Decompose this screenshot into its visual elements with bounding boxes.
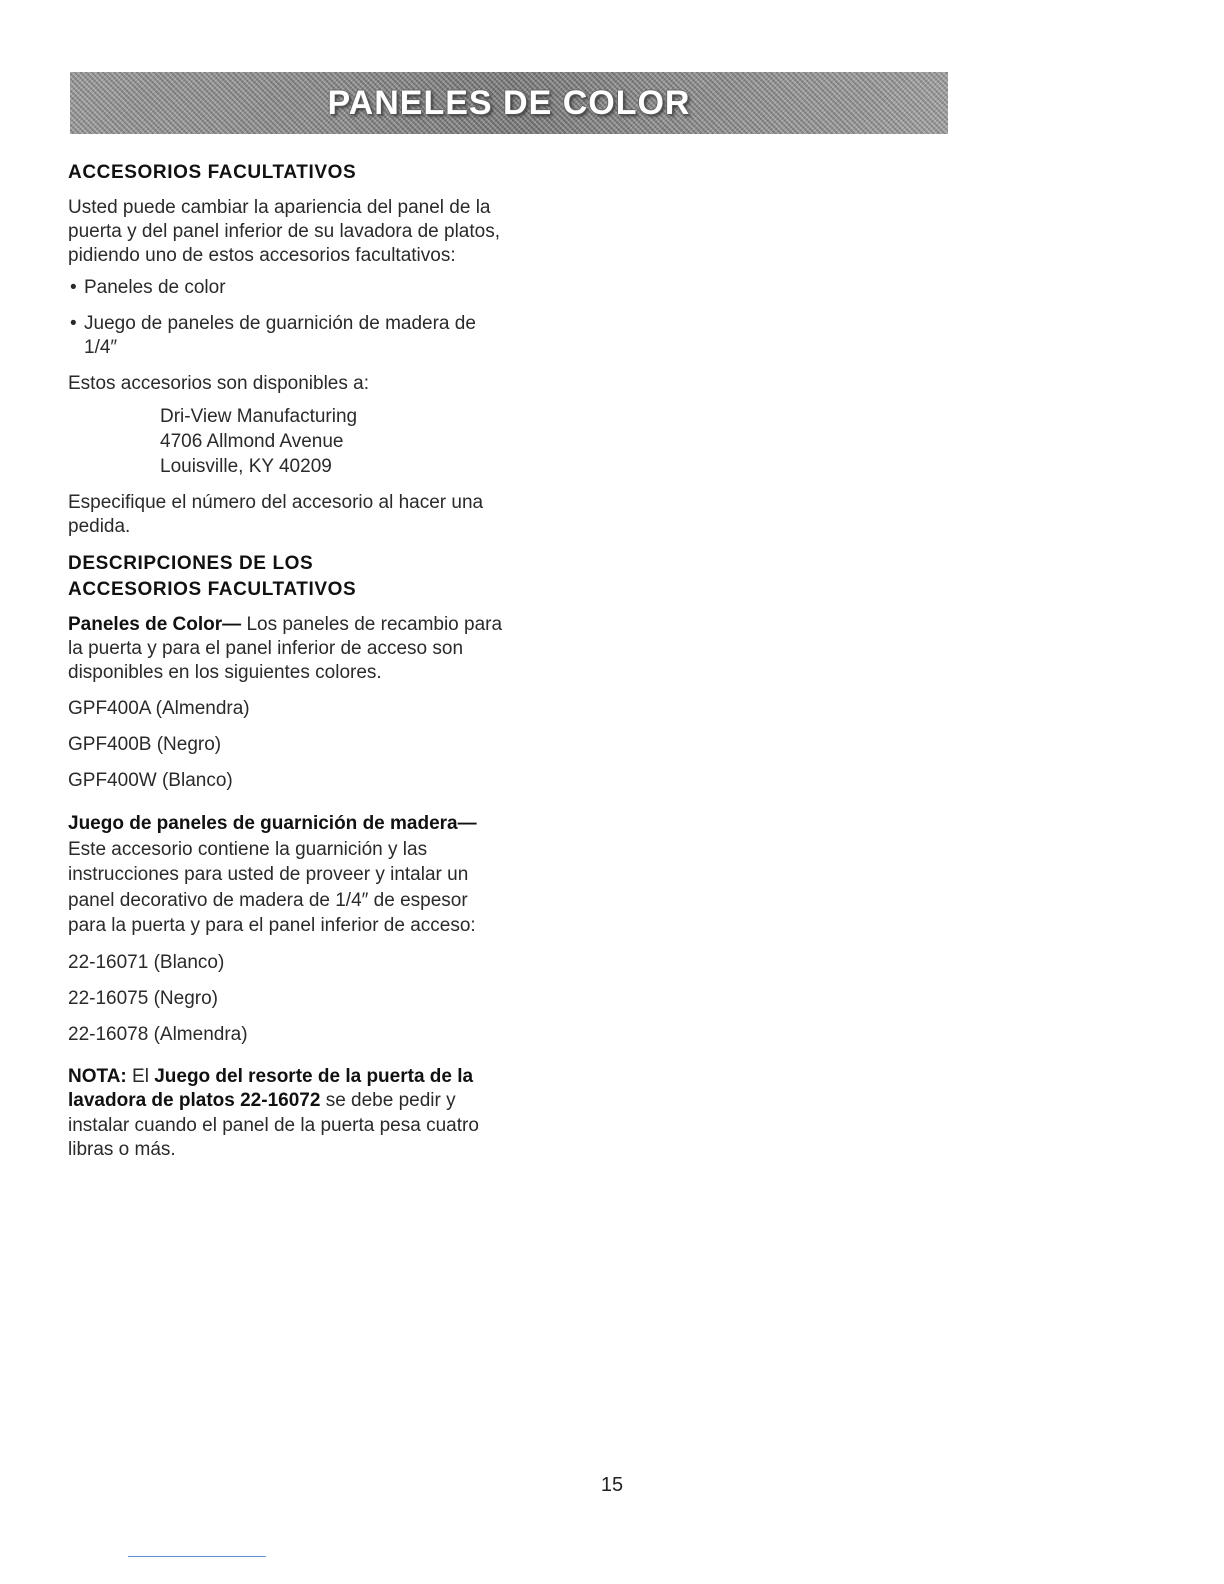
page-number: 15 (600, 1474, 624, 1496)
banner-title: PANELES DE COLOR (327, 83, 691, 122)
wood-kit-text: Este accesorio contiene la guarnición y las instrucciones para usted de proveer y intalar un panel decorativo de madera de 1/4″ de espesor para la puerta y para el panel inferior de acceso: (68, 838, 476, 936)
supplier-address (160, 404, 508, 479)
note-bold-text: Juego del resorte de la puerta de la lavadora de platos 22-16072 (68, 1065, 474, 1111)
address-line: Louisville, KY 40209 (160, 456, 332, 477)
color-panels-description (68, 613, 508, 685)
specify-text: Especifique el número del accesorio al hacer una pedida. (68, 492, 484, 537)
note-text: se debe pedir y instalar cuando el panel de la puerta pesa cuatro libras o más. (68, 1090, 479, 1160)
list-item: GPF400W (Blanco) (68, 770, 233, 791)
list-item: • Juego de paneles de guarnición de madera de 1/4″ (68, 312, 508, 360)
availability-text: Estos accesorios son disponibles a: (68, 373, 369, 394)
color-panels-text: Los paneles de recambio para la puerta y para el panel inferior de acceso son disponibles en los siguientes colores. (68, 614, 503, 683)
wood-kit-models (68, 951, 508, 1047)
list-item: GPF400A (Almendra) (68, 698, 250, 719)
color-panels-label: Paneles de Color— (68, 614, 242, 635)
note-paragraph (68, 1065, 508, 1163)
list-item: 22-16075 (Negro) (68, 987, 218, 1009)
heading-line: ACCESORIOS FACULTATIVOS (68, 579, 357, 600)
section-heading-descriptions (68, 551, 508, 603)
section-banner (70, 72, 948, 134)
heading-line: DESCRIPCIONES DE LOS (68, 553, 314, 574)
list-item: 22-16071 (Blanco) (68, 951, 225, 973)
section-heading-accessories: ACCESORIOS FACULTATIVOS (68, 162, 357, 183)
address-line: 4706 Allmond Avenue (160, 431, 344, 452)
main-column (68, 160, 508, 1163)
note-text: El (126, 1065, 155, 1087)
footer-rule (128, 1556, 266, 1557)
color-panel-models (68, 697, 508, 793)
accessory-list (68, 276, 508, 360)
wood-kit-label: Juego de paneles de guarnición de madera— (68, 813, 477, 834)
intro-paragraph: Usted puede cambiar la apariencia del panel de la puerta y del panel inferior de su lavadora de platos, pidiendo uno de estos accesorios facultativos: (68, 197, 500, 266)
list-item: GPF400B (Negro) (68, 734, 222, 755)
list-item: 22-16078 (Almendra) (68, 1023, 248, 1045)
wood-kit-description (68, 811, 508, 939)
list-item: • Paneles de color (68, 276, 508, 300)
note-label: NOTA: (68, 1065, 127, 1087)
address-line: Dri-View Manufacturing (160, 406, 358, 427)
